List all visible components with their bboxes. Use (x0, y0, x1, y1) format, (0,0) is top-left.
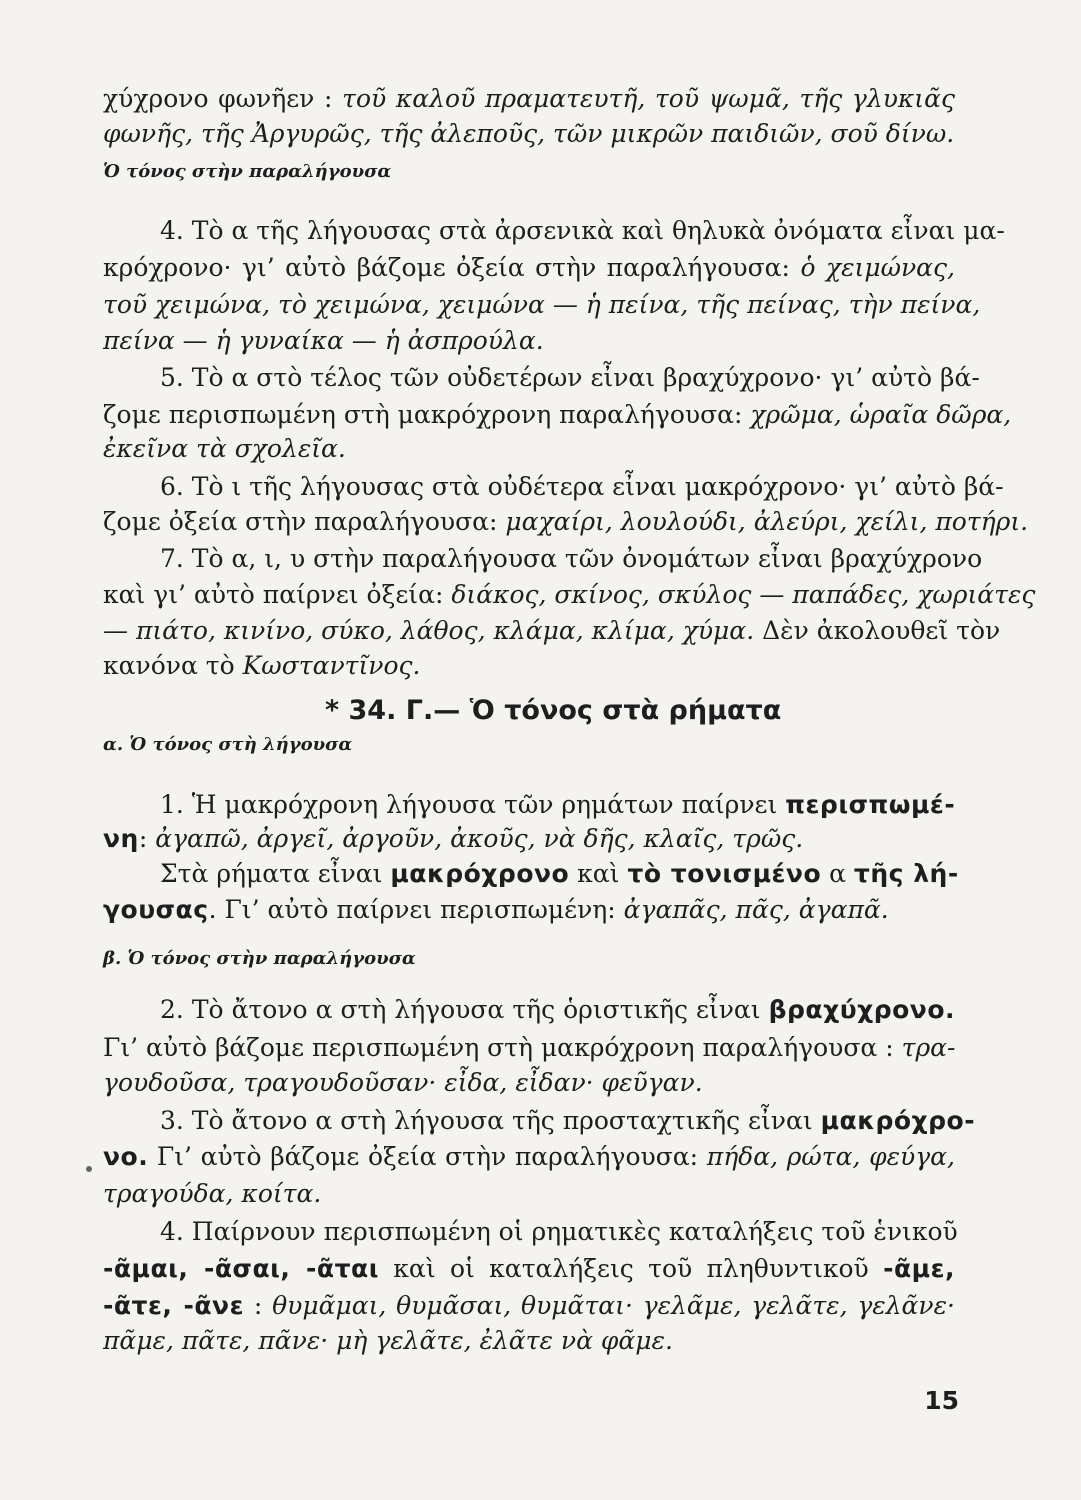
text-line: πᾶμε, πᾶτε, πᾶνε· μὴ γελᾶτε, ἐλᾶτε νὰ φᾶμε. (103, 1326, 673, 1355)
subheading: α. Ὁ τόνος στὴ λήγουσα (103, 734, 353, 755)
rule-4-endings: 4. Παίρνουν περισπωμένη οἱ ρηματικὲς καταλήξεις τοῦ ἑνικοῦ (160, 1217, 958, 1246)
text-line: γουδοῦσα, τραγουδοῦσαν· εἶδα, εἶδαν· φεῦγαν. (103, 1068, 703, 1097)
text-line: ἐκεῖνα τὰ σχολεῖα. (103, 434, 346, 463)
paragraph-4-nouns: 4. Τὸ α τῆς λήγουσας στὰ ἀρσενικὰ καὶ θηλυκὰ ὀνόματα εἶναι μα- (160, 216, 1005, 245)
text-line: καὶ γι’ αὐτὸ παίρνει ὀξεία: διάκος, σκίνος, σκύλος — παπάδες, χωριάτες (103, 580, 1036, 609)
page-number: 15 (924, 1386, 959, 1415)
text-line: ζομε ὀξεία στὴν παραλήγουσα: μαχαίρι, λουλούδι, ἀλεύρι, χείλι, ποτήρι. (103, 507, 1029, 536)
text-line: τοῦ χειμώνα, τὸ χειμώνα, χειμώνα — ἡ πείνα, τῆς πείνας, τὴν πείνα, (103, 290, 981, 319)
text-line: — πιάτο, κινίνο, σύκο, λάθος, κλάμα, κλίμα, χύμα. Δὲν ἀκολουθεῖ τὸν (103, 616, 1001, 645)
text-line: -ᾶμαι, -ᾶσαι, -ᾶται καὶ οἱ καταλήξεις τοῦ πληθυντικοῦ -ᾶμε, (103, 1254, 955, 1283)
margin-mark (86, 1166, 92, 1172)
text-line: Γι’ αὐτὸ βάζομε περισπωμένη στὴ μακρόχρονη παραλήγουσα : τρα- (103, 1033, 956, 1062)
section-title: * 34. Γ.— Ὁ τόνος στὰ ρήματα (325, 695, 782, 726)
rule-1-ultimate: 1. Ἡ μακρόχρονη λήγουσα τῶν ρημάτων παίρνει περισπωμέ- (160, 790, 956, 819)
text-line: κανόνα τὸ Κωσταντῖνος. (103, 651, 421, 680)
text-line: νη: ἀγαπῶ, ἀργεῖ, ἀργοῦν, ἀκοῦς, νὰ δῆς, κλαῖς, τρῶς. (103, 824, 804, 853)
subheading: β. Ὁ τόνος στὴν παραλήγουσα (103, 948, 416, 969)
text-line: γουσας. Γι’ αὐτὸ παίρνει περισπωμένη: ἀγαπᾶς, πᾶς, ἀγαπᾶ. (103, 895, 889, 924)
rule-2-indicative: 2. Τὸ ἄτονο α στὴ λήγουσα τῆς ὁριστικῆς εἶναι βραχύχρονο. (160, 995, 955, 1024)
rule-3-imperative: 3. Τὸ ἄτονο α στὴ λήγουσα τῆς προσταχτικῆς εἶναι μακρόχρο- (160, 1106, 976, 1135)
text-line: τραγούδα, κοίτα. (103, 1179, 322, 1208)
paragraph-6-iota: 6. Τὸ ι τῆς λήγουσας στὰ οὐδέτερα εἶναι μακρόχρονο· γι’ αὐτὸ βά- (160, 472, 1004, 501)
text-line: πείνα — ἡ γυναίκα — ἡ ἀσπρούλα. (103, 326, 544, 355)
text-line: χύχρονο φωνῆεν : τοῦ καλοῦ πραματευτῆ, τοῦ ψωμᾶ, τῆς γλυκιᾶς (103, 84, 955, 113)
paragraph-7-vowels: 7. Τὸ α, ι, υ στὴν παραλήγουσα τῶν ὀνομάτων εἶναι βραχύχρονο (160, 544, 983, 573)
paragraph-5-neuters: 5. Τὸ α στὸ τέλος τῶν οὐδετέρων εἶναι βραχύχρονο· γι’ αὐτὸ βά- (160, 363, 980, 392)
subheading: Ὁ τόνος στὴν παραλήγουσα (103, 161, 392, 182)
text-line: φωνῆς, τῆς Ἀργυρῶς, τῆς ἀλεποῦς, τῶν μικρῶν παιδιῶν, σοῦ δίνω. (103, 119, 955, 148)
text-line: κρόχρονο· γι’ αὐτὸ βάζομε ὀξεία στὴν παραλήγουσα: ὁ χειμώνας, (103, 253, 955, 282)
text-line: νο. Γι’ αὐτὸ βάζομε ὀξεία στὴν παραλήγουσα: πήδα, ρώτα, φεύγα, (103, 1142, 955, 1171)
text-line: Στὰ ρήματα εἶναι μακρόχρονο καὶ τὸ τονισμένο α τῆς λή- (160, 859, 959, 888)
text-line: ζομε περισπωμένη στὴ μακρόχρονη παραλήγουσα: χρῶμα, ὡραῖα δῶρα, (103, 400, 1012, 429)
text-line: -ᾶτε, -ᾶνε : θυμᾶμαι, θυμᾶσαι, θυμᾶται· γελᾶμε, γελᾶτε, γελᾶνε· (103, 1291, 955, 1320)
